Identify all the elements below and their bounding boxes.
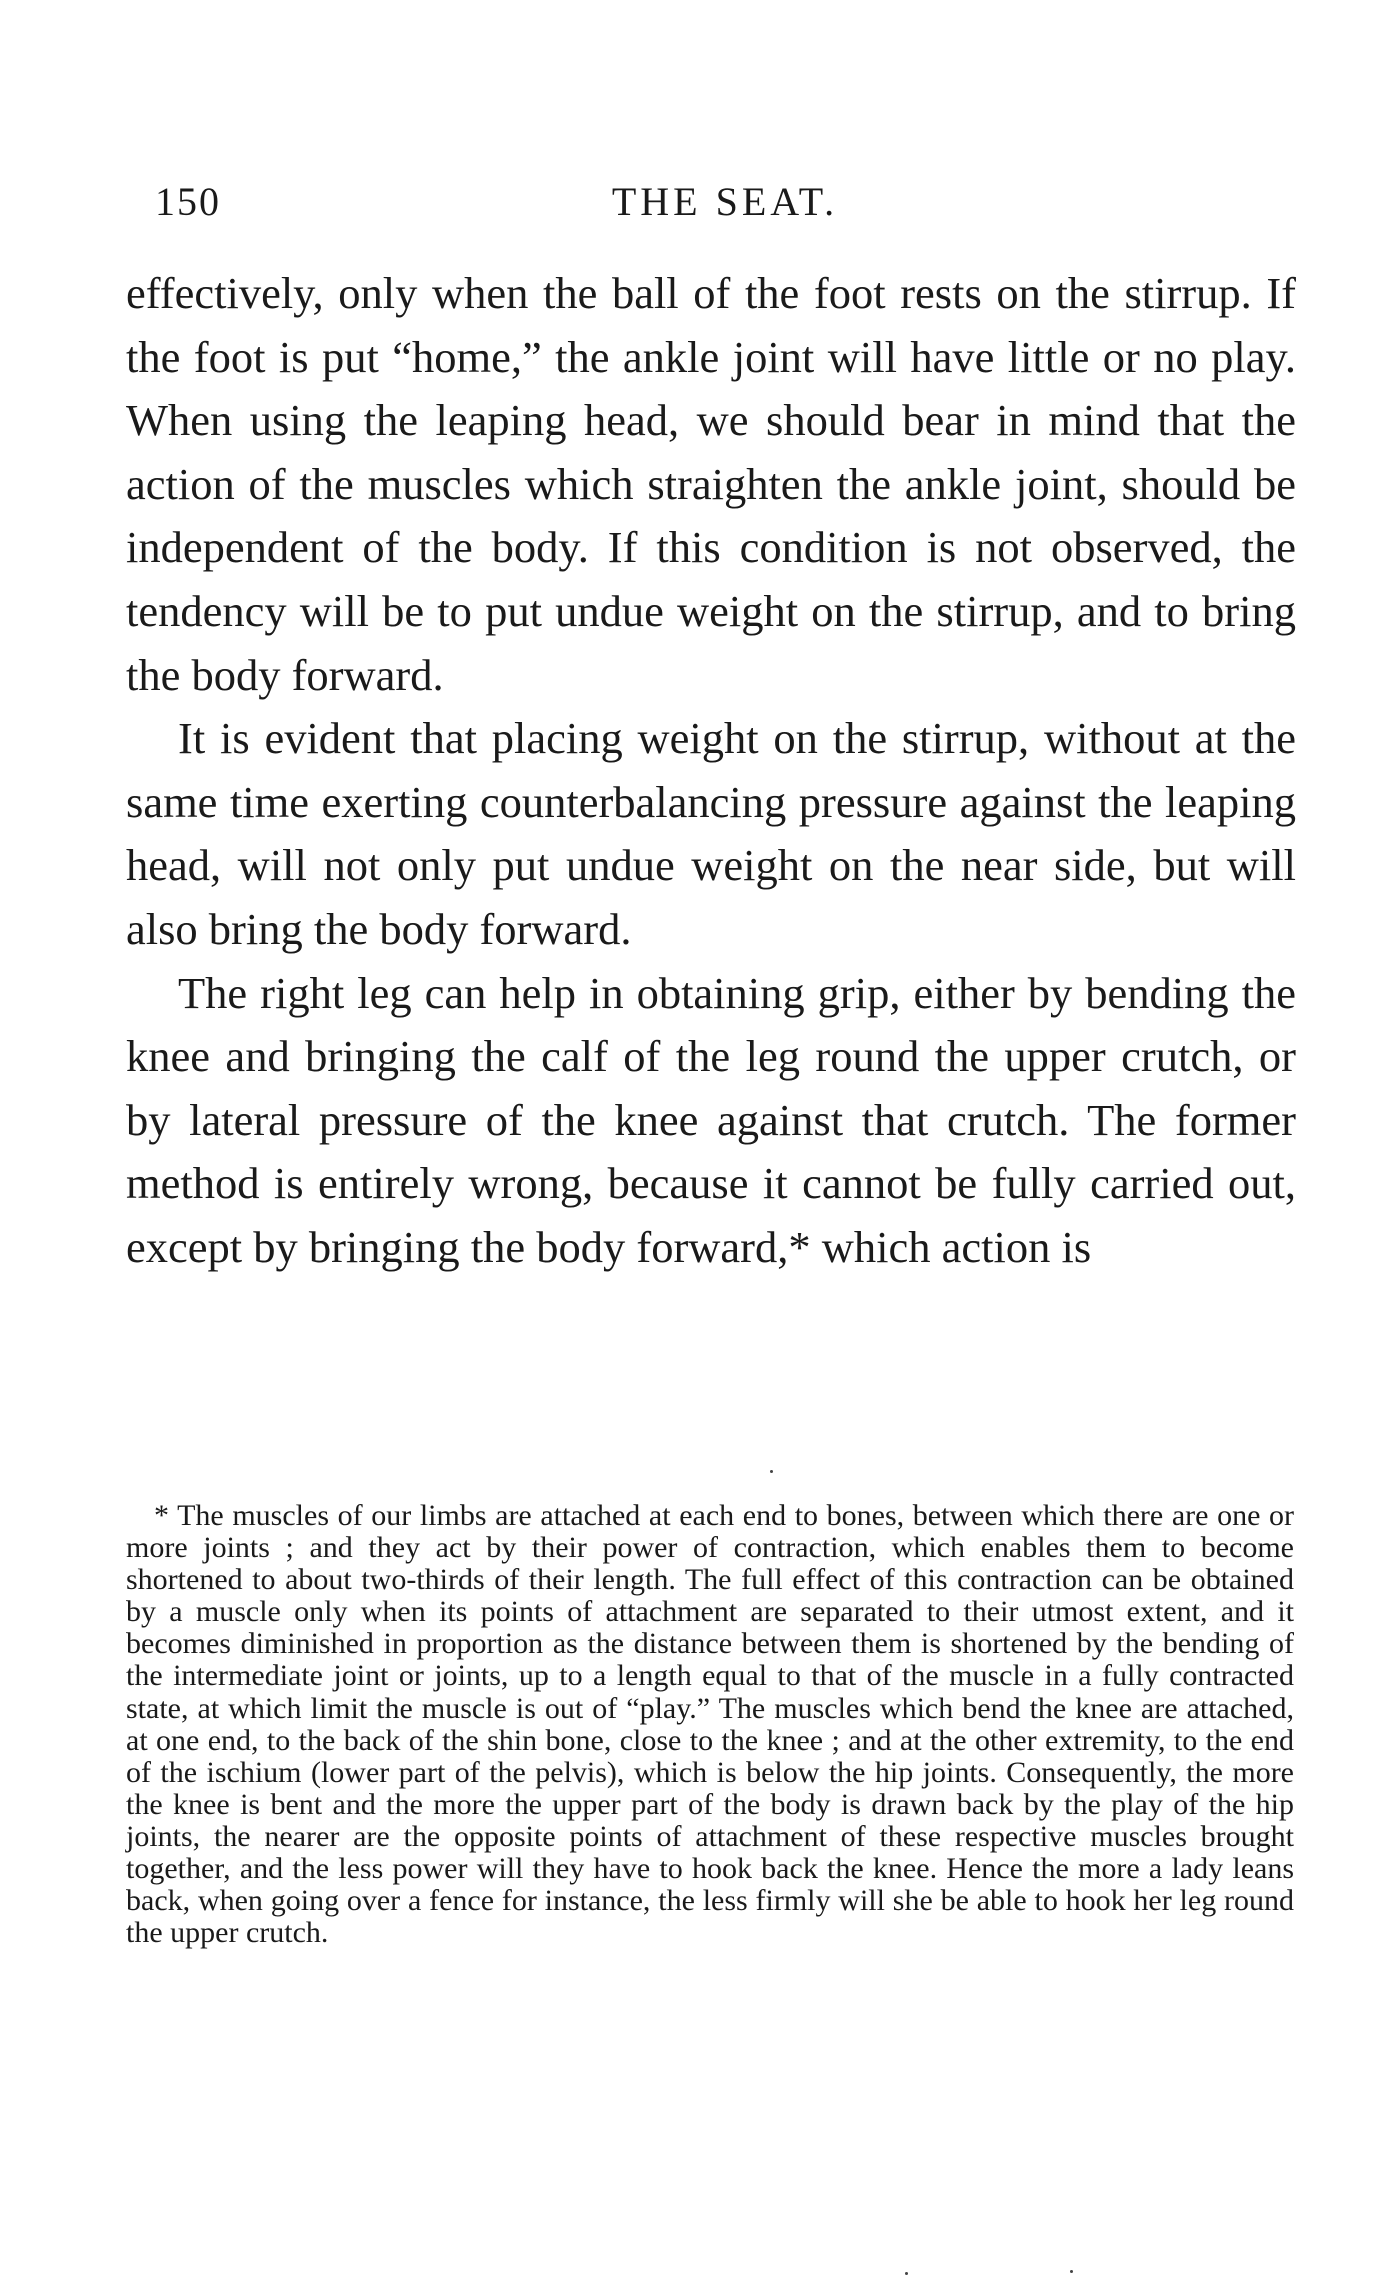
paragraph: effectively, only when the ball of the foot rests on the stirrup. If the foot is put “home,” the ankle joint will have little or no play. When using the leaping head, we should bear in mind that the action of the muscles which straighten the ankle joint, should be independent of the body. If this condition is not observed, the tendency will be to put undue weight on the stirrup, and to bring the body forward.	[126, 268, 1296, 700]
footnote	[126, 1500, 1294, 1949]
running-head	[155, 178, 1295, 238]
body-text	[126, 262, 1296, 1280]
print-speck	[770, 1470, 773, 1473]
paragraph: It is evident that placing weight on the stirrup, without at the same time exerting counterbalancing pressure against the leaping head, will not only put undue weight on the near side, but will also bring the body forward.	[126, 713, 1296, 954]
page-title: THE SEAT.	[611, 179, 839, 224]
footnote-text: * The muscles of our limbs are attached at each end to bones, between which there are one or more joints ; and they act by their power of contraction, which enables them to become shortened to about two-thirds of their length. The full effect of this contraction can be obtained by a muscle only when its points of attachment are separated to their utmost extent, and it becomes diminished in proportion as the distance between them is shortened by the bending of the intermediate joint or joints, up to a length equal to that of the muscle in a fully contracted state, at which limit the muscle is out of “play.” The muscles which bend the knee are attached, at one end, to the back of the shin bone, close to the knee ; and at the other extremity, to the end of the ischium (lower part of the pelvis), which is below the hip joints. Consequently, the more the knee is bent and the more the upper part of the body is drawn back by the play of the hip joints, the nearer are the opposite points of attachment of these respective muscles brought together, and the less power will they have to hook back the knee. Hence the more a lady leans back, when going over a fence for instance, the less firmly will she be able to hook her leg round the upper crutch.	[126, 1499, 1294, 1950]
paragraph: The right leg can help in obtaining grip, either by bending the knee and bringing the calf of the leg round the upper crutch, or by lateral pressure of the knee against that crutch. The former method is entirely wrong, because it cannot be fully carried out, except by bringing the body forward,* which action is	[126, 967, 1296, 1272]
print-speck	[1070, 2270, 1073, 2273]
page-number: 150	[155, 179, 221, 224]
